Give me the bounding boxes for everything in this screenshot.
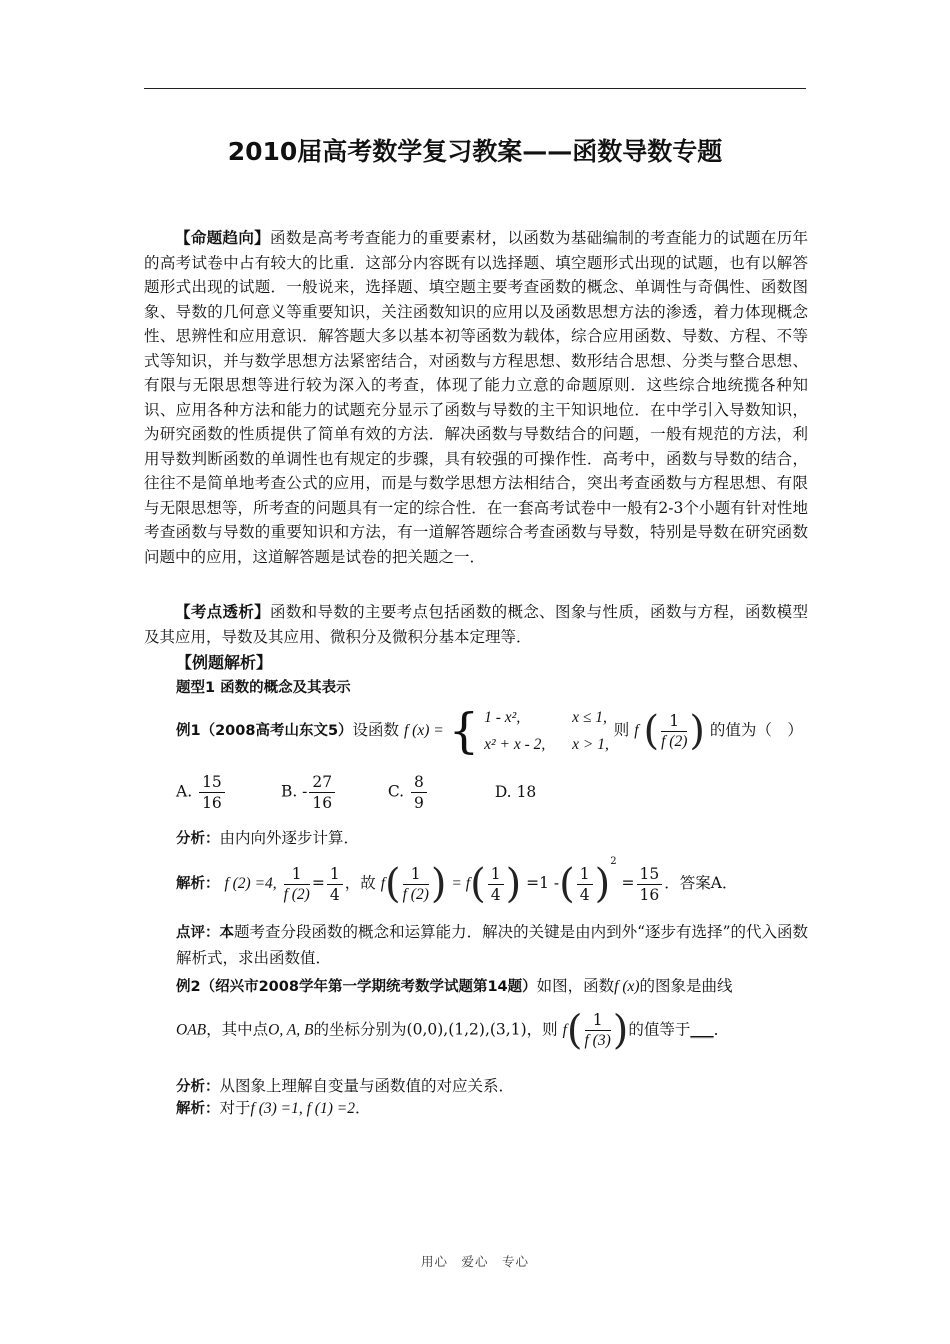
right-paren: ) [689,708,705,754]
example1-f: f [634,722,639,739]
heading-proposition-trend: 【命题趋向】 [175,229,270,247]
option-d: D. 18 [494,782,537,801]
option-a: A. $\frac{15}{16}$ [176,772,276,813]
answer-blank: ___ [690,1020,714,1039]
case1-expr: 1 - x², [484,709,521,726]
example2-solution: 解析：对于f (3) =1, f (1) =2． [176,1099,371,1117]
proposition-trend-text: 函数是高考考查能力的重要素材，以函数为基础编制的考查能力的试题在历年的高考试卷中占有较大的比重．这部分内容既有以选择题、填空题形式出现的试题，也有以解答题形式出现的试题．一般说来，选择题、填空题主要考查函数的概念、单调性与奇偶性、函数图象、导数的几何意义等重要知识，关注函数知识的应用以及函数思想方法的渗透，着力体现概念性、思辨性和应用意识．解答题大多以基本初等函数为载体，综合应用函数、导数、方程、不等式等知识，并与数学思想方法紧密结合，对函数与方程思想、数形结合思想、分类与整合思想、有限与无限思想等进行较为深入的考查，体现了能力立意的命题原则．这些综合地统揽各种知识、应用各种方法和能力的试题充分显示了函数与导数的主干知识地位．在中学引入导数知识，为研究函数的性质提供了简单有效的方法．解决函数与导数结合的问题，一般有规范的方法，利用导数判断函数的单调性也有规定的步骤，具有较强的可操作性．高考中，函数与导数的结合，往往不是简单地考查公式的应用，而是与数学思想方法相结合，突出考查函数与方程思想、有限与无限思想等，所考查的问题具有一定的综合性．在一套高考试卷中一般有2-3个小题有针对性地考查函数与导数的重要知识和方法，有一道解答题综合考查函数与导数，特别是导数在研究函数问题中的应用，这道解答题是试卷的把关题之一． [144,229,808,566]
example1-solution: 解析： f (2) =4, $\frac{1}{f (2)}$ = $\frac{1}{4}$ ，故 f( $\frac{1}{f (2)}$ ) = f( $\frac{1}{4}$ ) =1 -( $\frac{1}{4}$ )$^2$ = $\frac{15}{16}$ ．答案A． [176,856,738,907]
fraction-one-over-f2: $\frac{1}{f (2)}$ [661,711,688,750]
case1-cond: x ≤ 1, [572,709,607,726]
heading-examples: 【例题解析】 [176,653,273,672]
example1-then: 则 [613,721,630,739]
example2-line1: 例2（绍兴市2008学年第一学期统考数学试题第14题）如图，函数f (x)的图象是曲线 [176,977,733,995]
example1-options [176,772,536,813]
example1-fx: f (x) = [404,722,444,739]
example2-line2: OAB，其中点O, A, B的坐标分别为(0,0),(1,2),(3,1)，则 f( $\frac{1}{f (3)}$ )的值等于___． [176,1007,730,1054]
page-footer: 用心 爱心 专心 [420,1254,529,1269]
heading-key-points: 【考点透析】 [175,603,270,621]
example1-pre: 设函数 [352,721,400,739]
example1-post: 的值为（ ） [709,721,803,739]
header-rule [144,88,806,89]
example2-analysis: 分析：从图象上理解自变量与函数值的对应关系． [176,1077,515,1095]
option-b: B. - $\frac{27}{16}$ [281,772,383,813]
case2-cond: x > 1, [572,736,609,753]
piecewise-brace: { [448,703,480,759]
paragraph-proposition-trend [144,226,808,569]
example1-comment: 点评：本题考查分段函数的概念和运算能力．解决的关键是由内到外“逐步有选择”的代入函数解析式，求出函数值． [176,923,809,967]
paragraph-key-points [144,600,808,649]
example1-label: 例1（2008高考山东文5） [176,723,353,739]
example2-label: 例2（绍兴市2008学年第一学期统考数学试题第14题） [176,979,537,995]
example1-analysis: 分析：由内向外逐步计算． [176,829,360,847]
key-points-text: 函数和导数的主要考点包括函数的概念、图象与性质，函数与方程，函数模型及其应用，导数及其应用、微积分及微积分基本定理等． [144,603,808,646]
example1-question [176,704,803,758]
solution-label: 解析： [176,876,220,892]
case2-expr: x² + x - 2, [484,736,546,753]
left-paren: ( [643,708,660,754]
type1-heading: 题型1 函数的概念及其表示 [176,680,351,696]
document-title: 2010届高考数学复习教案——函数导数专题 [227,137,723,166]
option-c: C. $\frac{8}{9}$ [388,772,490,813]
piecewise-cases [484,704,609,758]
